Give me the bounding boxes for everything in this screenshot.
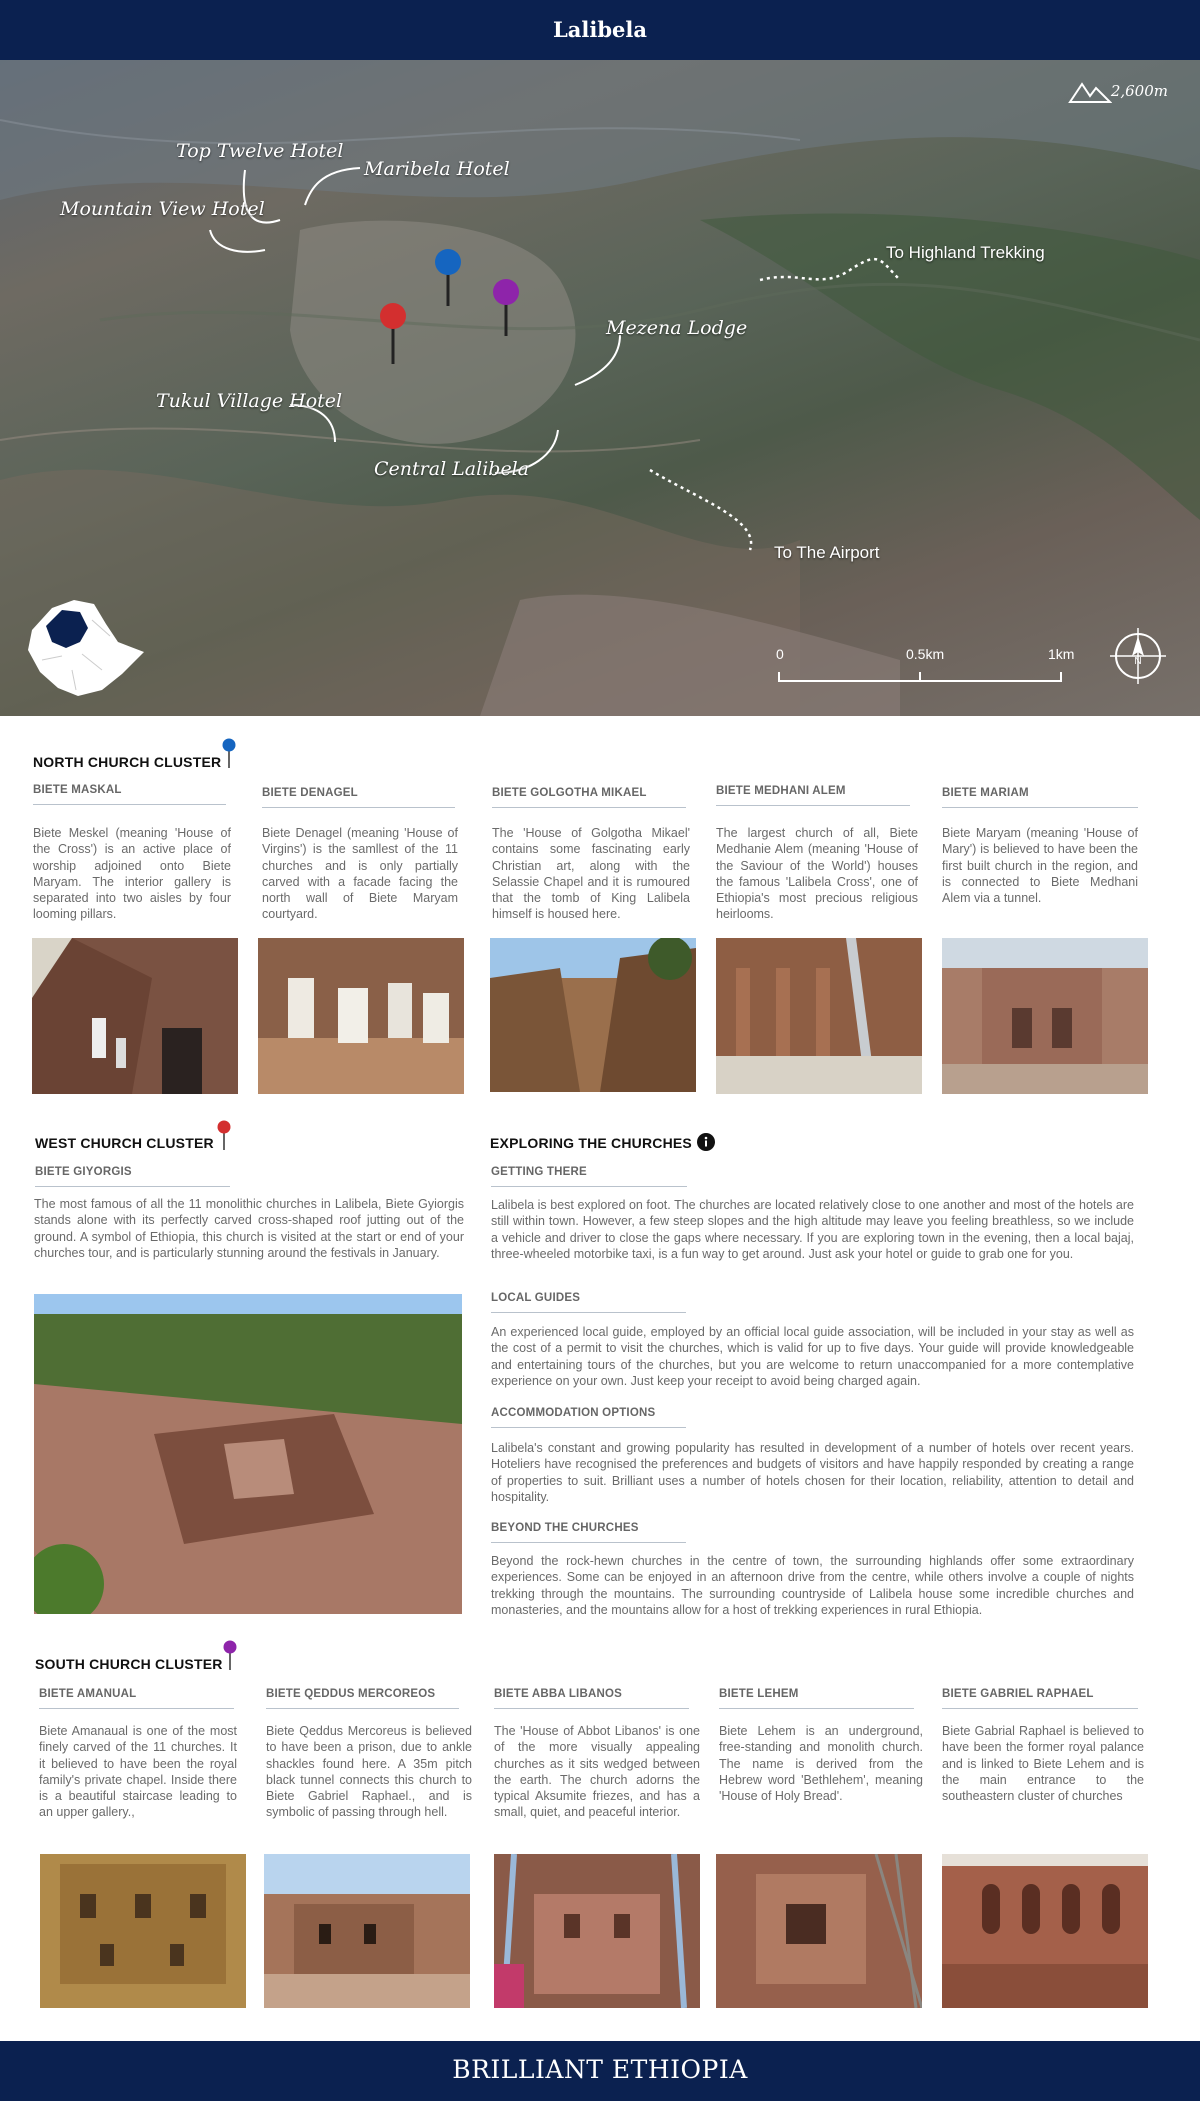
map-label-mezena: Mezena Lodge	[606, 317, 748, 339]
beyond-text: Beyond the rock-hewn churches in the centre of town, the surrounding highlands offer some extraordinary experiences. Some can be enjoyed in an afternoon drive from the centre, while others involve a couple of nights trekking through the mountains. The surrounding countryside of Lalibela house some incredible churches and monasteries, and the mountains allow for a host of trekking experiences in rural Ethiopia.	[491, 1554, 1134, 1617]
map-pin-west	[377, 302, 409, 366]
scale-one: 1km	[1048, 646, 1075, 662]
scale-zero: 0	[776, 646, 784, 662]
photo-biete-amanual	[40, 1854, 246, 2008]
map-label-tukul: Tukul Village Hotel	[156, 390, 343, 412]
south-church-4-name: BIETE LEHEM	[719, 1688, 914, 1709]
altitude-label: 2,600m	[1110, 82, 1168, 100]
accommodation-heading: ACCOMMODATION OPTIONS	[491, 1407, 686, 1428]
blue-pin-icon	[221, 738, 237, 768]
aerial-map	[0, 60, 1200, 716]
photo-biete-medhani-alem	[716, 938, 922, 1094]
svg-text:N: N	[1134, 656, 1142, 667]
north-church-4-text: The largest church of all, Biete Medhanie Alem (meaning 'House of the Saviour of the World') houses the famous 'Lalibela Cross', one of Ethiopia's most precious religious heirlooms.	[716, 826, 918, 922]
map-pin-south	[490, 278, 522, 338]
page-header	[0, 0, 1200, 60]
photo-biete-giyorgis	[34, 1294, 462, 1614]
getting-there-text: Lalibela is best explored on foot. The churches are located relatively close to one another and most of the hotels are still within town. However, a few steep slopes and the high altitude may leave you feeling breathless, so we include a vehicle and driver to close the gaps where necessary. If you are exploring town in the evening, then a local bajaj, three-wheeled motorbike taxi, is a fun way to get around. Just ask your hotel or guide to grab one for you.	[491, 1198, 1134, 1261]
purple-pin-icon	[222, 1640, 238, 1670]
south-cluster-title: SOUTH CHURCH CLUSTER	[35, 1656, 223, 1672]
south-church-2-name: BIETE QEDDUS MERCOREOS	[266, 1688, 459, 1709]
map-scale-bar	[776, 646, 1075, 696]
red-pin-icon	[216, 1120, 232, 1150]
photo-biete-denagel	[258, 938, 464, 1094]
north-church-1-text: Biete Meskel (meaning 'House of the Cross') is an active place of worship adjoined onto Biete Maryam. The interior gallery is separated into two aisles by four looming pillars.	[33, 826, 231, 922]
west-cluster-title: WEST CHURCH CLUSTER	[35, 1135, 214, 1151]
map-label-maribela: Maribela Hotel	[364, 158, 510, 180]
getting-there-heading: GETTING THERE	[491, 1166, 687, 1187]
map-label-mountain-view: Mountain View Hotel	[60, 198, 265, 220]
local-guides-heading: LOCAL GUIDES	[491, 1292, 686, 1313]
photo-biete-gabriel-raphael	[942, 1854, 1148, 2008]
west-church-text: The most famous of all the 11 monolithic churches in Lalibela, Biete Gyiorgis stands alone with its perfectly carved cross-shaped roof jutting out of the ground. A symbol of Ethiopia, this church is visited at the start or end of your churches tour, and is particularly stunning around the festivals in January.	[34, 1197, 464, 1260]
south-church-3-name: BIETE ABBA LIBANOS	[494, 1688, 689, 1709]
north-church-5-name: BIETE MARIAM	[942, 787, 1138, 808]
photo-biete-maskal	[32, 938, 238, 1094]
brand-name: BRILLIANT ETHIOPIA	[452, 2055, 748, 2084]
south-church-4-text: Biete Lehem is an underground, free-standing and monolith church. The name is derived from the Hebrew word 'Bethlehem', meaning 'House of Holy Bread'.	[719, 1724, 923, 1804]
south-church-3-text: The 'House of Abbot Libanos' is one of the more visually appealing churches as it sits wedged between the earth. The church adorns the typical Aksumite friezes, and has a small, quiet, and peaceful interior.	[494, 1724, 700, 1820]
north-church-2-name: BIETE DENAGEL	[262, 787, 455, 808]
info-icon	[696, 1132, 716, 1152]
south-church-5-text: Biete Gabrial Raphael is believed to have been the former royal palance and is linked to Biete Lehem and is the main entrance to the southeastern cluster of churches	[942, 1724, 1144, 1804]
north-church-1-name: BIETE MASKAL	[33, 784, 226, 805]
map-pin-north	[432, 248, 464, 308]
compass-icon	[1108, 626, 1168, 686]
map-label-highland-trekking: To Highland Trekking	[886, 243, 1045, 262]
north-cluster-title: NORTH CHURCH CLUSTER	[33, 754, 222, 770]
photo-biete-qeddus-mercoreos	[264, 1854, 470, 2008]
beyond-heading: BEYOND THE CHURCHES	[491, 1522, 686, 1543]
map-label-central: Central Lalibela	[374, 458, 530, 480]
page-title: Lalibela	[553, 17, 647, 42]
south-church-1-name: BIETE AMANUAL	[39, 1688, 234, 1709]
map-label-top-twelve: Top Twelve Hotel	[176, 140, 344, 162]
north-church-3-name: BIETE GOLGOTHA MIKAEL	[492, 787, 686, 808]
south-church-1-text: Biete Amanaual is one of the most finely carved of the 11 churches. It it believed to have been the royal family's private chapel. Inside there is a beautiful staircase leading to an upper gallery.,	[39, 1724, 237, 1820]
accommodation-text: Lalibela's constant and growing popularity has resulted in development of a number of hotels over recent years. Hoteliers have recognised the preferences and budgets of visitors and have happily responded by creating a range of properties to suit. Brilliant uses a number of hotels chosen for their location, reliability, attention to detail and hospitality.	[491, 1441, 1134, 1504]
ethiopia-locator-map	[22, 590, 152, 700]
local-guides-text: An experienced local guide, employed by an official local guide association, will be included in your stay as well as the cost of a permit to visit the churches, which is valid for up to five days. Your guide will provide knowledgeable and entertaining tours of the churches, but you are welcome to return unaccompanied for a more contemplative experience on your own. Just keep your receipt to avoid being charged again.	[491, 1325, 1134, 1388]
north-church-3-text: The 'House of Golgotha Mikael' contains some fascinating early Christian art, along with the Selassie Chapel and it is rumoured that the tomb of King Lalibela himself is housed here.	[492, 826, 690, 922]
page-footer	[0, 2041, 1200, 2101]
north-church-2-text: Biete Denagel (meaning 'House of Virgins') is the samllest of the 11 churches and is only partially carved with a facade facing the north wall of Biete Maryam courtyard.	[262, 826, 458, 922]
photo-biete-lehem	[716, 1854, 922, 2008]
photo-biete-golgotha-mikael	[490, 938, 696, 1092]
exploring-title: EXPLORING THE CHURCHES	[490, 1135, 692, 1151]
mountain-icon	[1068, 80, 1112, 104]
photo-biete-abba-libanos	[494, 1854, 700, 2008]
scale-half: 0.5km	[906, 646, 945, 662]
photo-biete-mariam	[942, 938, 1148, 1094]
north-church-4-name: BIETE MEDHANI ALEM	[716, 785, 910, 806]
south-church-2-text: Biete Qeddus Mercoreus is believed to have been a prison, due to ankle shackles found here. A 35m pitch black tunnel connects this church to Biete Gabriel Raphael., and is symbolic of passing through hell.	[266, 1724, 472, 1820]
west-church-name: BIETE GIYORGIS	[35, 1166, 230, 1187]
map-label-airport: To The Airport	[774, 543, 880, 562]
south-church-5-name: BIETE GABRIEL RAPHAEL	[942, 1688, 1138, 1709]
north-church-5-text: Biete Maryam (meaning 'House of Mary') is believed to have been the first built church in the region, and is connected to Biete Medhani Alem via a tunnel.	[942, 826, 1138, 906]
